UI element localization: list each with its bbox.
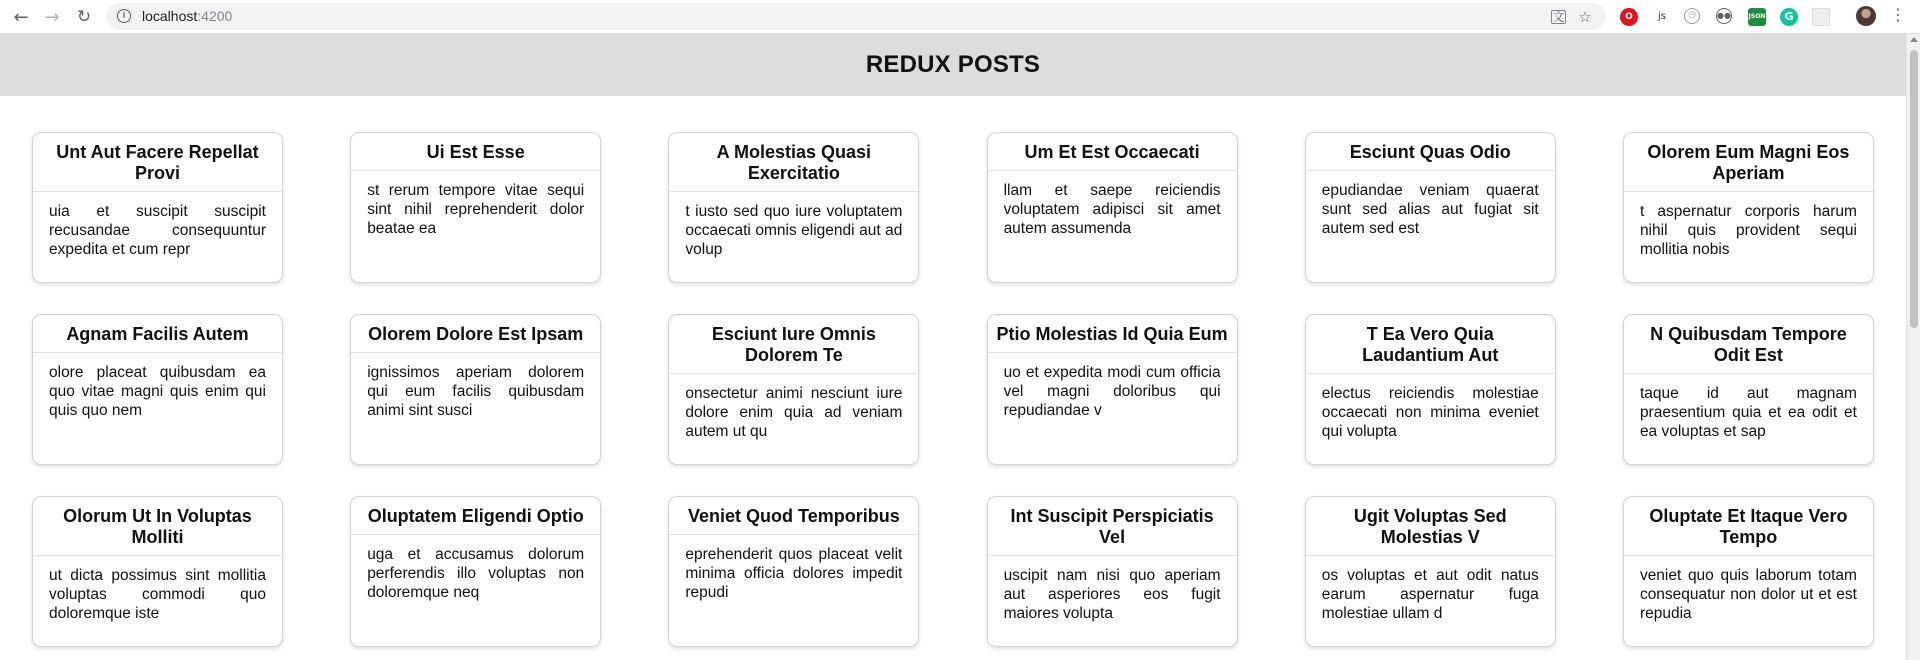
post-card <box>32 314 283 465</box>
profile-avatar[interactable] <box>1856 6 1876 26</box>
post-title: Int Suscipit Perspiciatis Vel <box>988 497 1237 556</box>
post-body: taque id aut magnam praesentium quia et ea odit et ea voluptas et sap <box>1639 385 1857 440</box>
post-body: t aspernatur corporis harum nihil quis provident sequi mollitia nobis <box>1639 203 1857 258</box>
post-card <box>1305 314 1556 465</box>
post-card <box>1305 132 1556 283</box>
post-body: uscipit nam nisi quo aperiam aut asperiores eos fugit maiores volupta <box>1003 567 1221 622</box>
page-scrollbar[interactable] <box>1906 34 1920 660</box>
bookmark-star-icon[interactable]: ☆ <box>1578 8 1592 26</box>
post-body: ut dicta possimus sint mollitia voluptas commodi quo doloremque iste <box>49 567 266 622</box>
page-title: REDUX POSTS <box>865 51 1041 78</box>
post-card <box>350 132 601 283</box>
blank-extension-icon[interactable] <box>1812 8 1830 26</box>
post-body: uia et suscipit suscipit recusandae consequuntur expedita et cum repr <box>49 203 266 258</box>
post-card <box>1623 132 1874 283</box>
post-title: Oluptatem Eligendi Optio <box>351 497 600 535</box>
post-title: Um Et Est Occaecati <box>988 133 1237 171</box>
translate-icon[interactable]: 文 <box>1552 10 1565 24</box>
scroll-thumb[interactable] <box>1910 50 1918 328</box>
post-card <box>987 496 1238 647</box>
url-text[interactable] <box>142 8 232 24</box>
post-body: uga et accusamus dolorum perferendis illo voluptas non doloremque neq <box>367 546 585 601</box>
post-title: Olorem Dolore Est Ipsam <box>351 315 600 353</box>
post-body: electus reiciendis molestiae occaecati non minima eveniet qui volupta <box>1321 385 1539 440</box>
post-card <box>350 314 601 465</box>
opera-extension-icon[interactable]: O <box>1620 8 1638 26</box>
post-card <box>32 496 283 647</box>
post-title: Agnam Facilis Autem <box>33 315 282 353</box>
post-body: uo et expedita modi cum officia vel magni doloribus qui repudiandae v <box>1003 364 1221 419</box>
json-extension-icon[interactable]: JSON <box>1748 8 1766 26</box>
post-body: epudiandae veniam quaerat sunt sed alias aut fugiat sit autem sed est <box>1321 182 1539 237</box>
post-title: Esciunt Quas Odio <box>1306 133 1555 171</box>
browser-toolbar <box>0 0 1920 34</box>
post-title: Esciunt Iure Omnis Dolorem Te <box>669 315 918 374</box>
post-title: Unt Aut Facere Repellat Provi <box>33 133 282 192</box>
post-body: os voluptas et aut odit natus earum aspernatur fuga molestiae ullam d <box>1321 567 1539 622</box>
timer-extension-icon[interactable]: ◷ <box>1684 8 1700 24</box>
post-body: eprehenderit quos placeat velit minima officia dolores impedit repudi <box>685 546 903 601</box>
post-card <box>1305 496 1556 647</box>
devtools-extension-icon[interactable]: ●● <box>1716 8 1732 24</box>
post-body: ignissimos aperiam dolorem qui eum facilis quibusdam animi sint susci <box>367 364 585 419</box>
post-card <box>668 314 919 465</box>
post-body: t iusto sed quo iure voluptatem occaecati omnis eligendi aut ad volup <box>685 203 903 258</box>
url-port: :4200 <box>197 8 233 24</box>
scroll-up-arrow-icon[interactable] <box>1910 37 1918 42</box>
post-card <box>668 132 919 283</box>
post-card <box>32 132 283 283</box>
post-title: Ugit Voluptas Sed Molestias V <box>1306 497 1555 556</box>
post-title: Ptio Molestias Id Quia Eum <box>988 315 1237 353</box>
post-title: A Molestias Quasi Exercitatio <box>669 133 918 192</box>
post-card <box>1623 496 1874 647</box>
post-body: olore placeat quibusdam ea quo vitae magni quis enim qui quis quo nem <box>49 364 266 419</box>
post-title: N Quibusdam Tempore Odit Est <box>1624 315 1873 374</box>
page-header <box>0 34 1906 96</box>
posts-grid <box>32 132 1873 647</box>
back-arrow-icon[interactable]: ← <box>13 6 29 28</box>
info-icon[interactable]: i <box>117 9 131 23</box>
url-host: localhost <box>142 8 198 24</box>
post-card <box>668 496 919 647</box>
address-bar[interactable] <box>106 3 1606 30</box>
post-body: veniet quo quis laborum totam consequatur non dolor ut et est repudia <box>1639 567 1857 622</box>
post-title: Olorem Eum Magni Eos Aperiam <box>1624 133 1873 192</box>
post-title: T Ea Vero Quia Laudantium Aut <box>1306 315 1555 374</box>
post-card <box>987 132 1238 283</box>
post-body: st rerum tempore vitae sequi sint nihil reprehenderit dolor beatae ea <box>367 182 585 237</box>
post-body: llam et saepe reiciendis voluptatem adipisci sit amet autem assumenda <box>1003 182 1221 237</box>
post-card <box>987 314 1238 465</box>
post-title: Ui Est Esse <box>351 133 600 171</box>
menu-dots-icon[interactable]: ⋮ <box>1890 7 1906 24</box>
post-card <box>1623 314 1874 465</box>
javascript-extension-icon[interactable]: js <box>1653 8 1671 26</box>
post-title: Veniet Quod Temporibus <box>669 497 918 535</box>
post-body: onsectetur animi nesciunt iure dolore enim quia ad veniam autem ut qu <box>685 385 903 440</box>
post-card <box>350 496 601 647</box>
post-title: Oluptate Et Itaque Vero Tempo <box>1624 497 1873 556</box>
grammarly-extension-icon[interactable]: G <box>1780 8 1798 26</box>
reload-icon[interactable]: ↻ <box>76 7 92 27</box>
post-title: Olorum Ut In Voluptas Molliti <box>33 497 282 556</box>
forward-arrow-icon[interactable]: → <box>44 6 60 28</box>
